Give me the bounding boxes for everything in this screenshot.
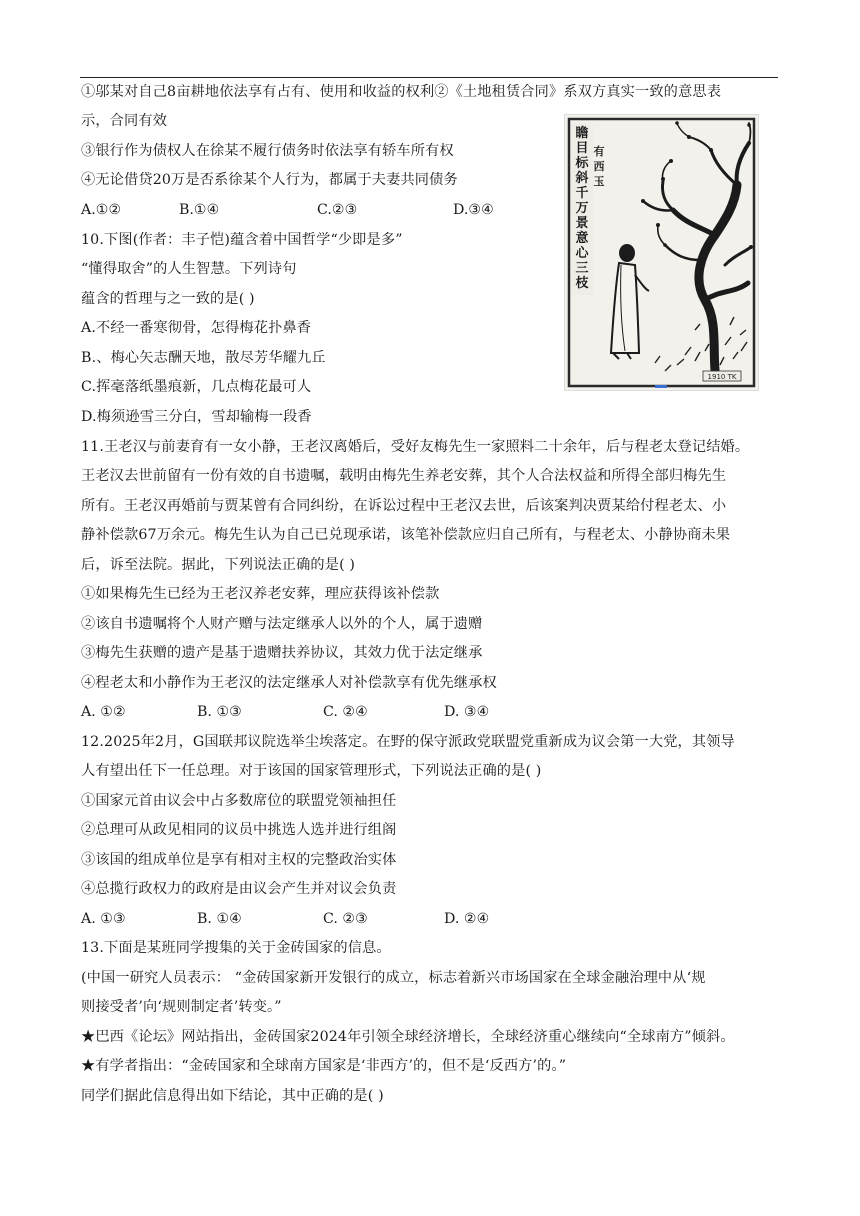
q12-option-b[interactable]: B. ①④ xyxy=(197,911,242,927)
q10-stem-line-3: 蕴含的哲理与之一致的是( ) xyxy=(81,291,255,307)
svg-text:玉: 玉 xyxy=(593,175,605,188)
q13-info-1-line-2: 则接受者’向‘规则制定者’转变。” xyxy=(81,999,282,1015)
q11-stem-line-4: 静补偿款67万余元。梅先生认为自己已兑现承诺，该笔补偿款应归自己所有，与程老太、小静协商未果 xyxy=(81,527,731,543)
q11-stem-line-3: 所有。王老汉再婚前与贾某曾有合同纠纷，在诉讼过程中王老汉去世，后该案判决贾某给付程老太、小 xyxy=(81,498,727,514)
q13-stem: 13.下面是某班同学搜集的关于金砖国家的信息。 xyxy=(81,940,391,956)
svg-text:景: 景 xyxy=(575,216,589,231)
svg-text:有: 有 xyxy=(593,145,605,158)
q13-info-2: ★巴西《论坛》网站指出，金砖国家2024年引领全球经济增长，全球经济重心继续向“全球南方”倾斜。 xyxy=(81,1029,735,1045)
q10-option-a[interactable]: A.不经一番寒彻骨，怎得梅花扑鼻香 xyxy=(81,320,312,336)
q10-stem-line-1: 10.下图(作者：丰子恺)蕴含着中国哲学“少即是多” xyxy=(81,232,403,248)
q13-info-3: ★有学者指出：“金砖国家和全球南方国家是‘非西方’的，但不是‘反西方’的。” xyxy=(81,1058,567,1074)
q11-option-a[interactable]: A. ①② xyxy=(81,704,126,720)
q11-stem-line-1: 11.王老汉与前妻育有一女小静，王老汉离婚后，受好友梅先生一家照料二十余年，后与程老太登记结婚。 xyxy=(81,439,750,455)
scan-mark xyxy=(655,385,667,388)
top-rule xyxy=(80,77,778,78)
q9-option-d[interactable]: D.③④ xyxy=(453,202,494,218)
svg-text:枝: 枝 xyxy=(575,276,589,291)
artist-signature xyxy=(703,371,741,381)
q12-option-d[interactable]: D. ②④ xyxy=(444,911,490,927)
q10-option-c[interactable]: C.挥毫落纸墨痕新，几点梅花最可人 xyxy=(81,379,312,395)
svg-text:目: 目 xyxy=(575,141,589,156)
feng-zikai-painting xyxy=(565,115,758,390)
q12-stem-line-2: 人有望出任下一任总理。对于该国的国家管理形式，下列说法正确的是( ) xyxy=(81,763,542,779)
svg-text:意: 意 xyxy=(575,231,589,246)
svg-text:千: 千 xyxy=(575,186,589,201)
q11-statement-4: ④程老太和小静作为王老汉的法定继承人对补偿款享有优先继承权 xyxy=(81,675,497,691)
q11-stem-line-5: 后，诉至法院。据此，下列说法正确的是( ) xyxy=(81,557,356,573)
q11-option-d[interactable]: D. ③④ xyxy=(444,704,490,720)
q12-statement-2: ②总理可从政见相同的议员中挑选人选并进行组阁 xyxy=(81,822,397,838)
q9-option-b[interactable]: B.①④ xyxy=(179,202,220,218)
svg-text:心: 心 xyxy=(575,246,589,261)
svg-text:1910 TK: 1910 TK xyxy=(707,373,737,381)
svg-text:三: 三 xyxy=(575,261,589,276)
svg-text:瞻: 瞻 xyxy=(575,126,589,141)
q12-statement-1: ①国家元首由议会中占多数席位的联盟党领袖担任 xyxy=(81,793,397,809)
svg-text:万: 万 xyxy=(575,201,589,216)
q9-statement-3: ③银行作为债权人在徐某不履行债务时依法享有轿车所有权 xyxy=(81,143,454,159)
q12-option-c[interactable]: C. ②③ xyxy=(323,911,368,927)
q11-option-c[interactable]: C. ②④ xyxy=(323,704,368,720)
q11-statement-2: ②该自书遗嘱将个人财产赠与法定继承人以外的个人，属于遗赠 xyxy=(81,616,483,632)
painting-illustration xyxy=(565,115,758,390)
svg-text:斜: 斜 xyxy=(575,171,589,186)
q9-statement-4: ④无论借贷20万是否系徐某个人行为，都属于夫妻共同债务 xyxy=(81,172,458,188)
q11-statement-3: ③梅先生获赠的遗产是基于遗赠扶养协议，其效力优于法定继承 xyxy=(81,645,483,661)
q10-option-d[interactable]: D.梅须逊雪三分白，雪却输梅一段香 xyxy=(81,409,312,425)
q12-statement-4: ④总揽行政权力的政府是由议会产生并对议会负责 xyxy=(81,881,397,897)
q12-option-a[interactable]: A. ①③ xyxy=(81,911,126,927)
q11-statement-1: ①如果梅先生已经为王老汉养老安葬，理应获得该补偿款 xyxy=(81,586,440,602)
q11-stem-line-2: 王老汉去世前留有一份有效的自书遗嘱，载明由梅先生养老安葬，其个人合法权益和所得全部归梅先生 xyxy=(81,468,727,484)
q9-statement-1-2: ①邬某对自己8亩耕地依法享有占有、使用和收益的权利②《土地租赁合同》系双方真实一致的意思表 xyxy=(81,84,722,100)
q13-info-1-line-1: (中国一研究人员表示： “金砖国家新开发银行的成立，标志着新兴市场国家在全球金融治理中从‘规 xyxy=(81,970,706,986)
q9-option-c[interactable]: C.②③ xyxy=(317,202,358,218)
q11-option-b[interactable]: B. ①③ xyxy=(197,704,242,720)
q13-question: 同学们据此信息得出如下结论，其中正确的是( ) xyxy=(81,1088,384,1104)
q12-stem-line-1: 12.2025年2月，G国联邦议院选举尘埃落定。在野的保守派政党联盟党重新成为议会第一大党，其领导 xyxy=(81,734,735,750)
q9-option-a[interactable]: A.①② xyxy=(81,202,122,218)
svg-text:标: 标 xyxy=(575,156,589,171)
svg-text:西: 西 xyxy=(593,160,605,173)
q10-option-b[interactable]: B.、梅心矢志酬天地，散尽芳华耀九丘 xyxy=(81,350,326,366)
q10-stem-line-2: “懂得取舍”的人生智慧。下列诗句 xyxy=(81,261,297,277)
q12-statement-3: ③该国的组成单位是享有相对主权的完整政治实体 xyxy=(81,852,397,868)
q9-statement-2-cont: 示，合同有效 xyxy=(81,113,168,129)
